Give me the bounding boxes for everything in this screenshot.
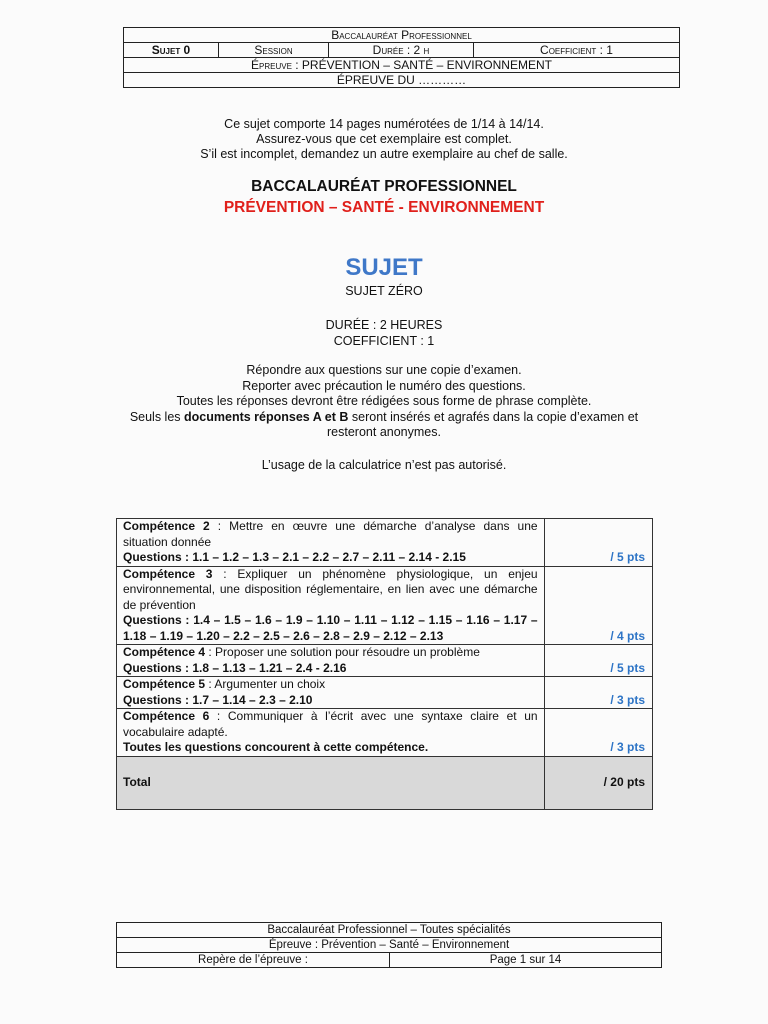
instruction-line: Répondre aux questions sur une copie d’examen. bbox=[246, 363, 522, 377]
competence-text: : Proposer une solution pour résoudre un problème bbox=[205, 645, 480, 659]
competence-points: / 3 pts bbox=[544, 709, 652, 757]
intro-line: Ce sujet comporte 14 pages numérotées de 1/14 à 14/14. bbox=[224, 117, 544, 131]
competence-row bbox=[117, 645, 653, 677]
competence-label: Compétence 2 bbox=[123, 519, 210, 533]
competence-points: / 5 pts bbox=[544, 519, 652, 567]
sujet-title: SUJET bbox=[345, 254, 423, 281]
competence-points: / 4 pts bbox=[544, 566, 652, 645]
instruction-line: resteront anonymes. bbox=[327, 425, 441, 439]
competence-text: : Argumenter un choix bbox=[205, 677, 326, 691]
intro-text bbox=[0, 117, 768, 162]
footer-line1: Baccalauréat Professionnel – Toutes spécialités bbox=[117, 923, 662, 938]
instruction-line: Reporter avec précaution le numéro des questions. bbox=[242, 378, 526, 393]
header-coefficient: Coefficient : 1 bbox=[474, 43, 680, 58]
footer-line2: Épreuve : Prévention – Santé – Environnement bbox=[117, 938, 662, 953]
main-title: BACCALAURÉAT PROFESSIONNEL bbox=[251, 178, 517, 195]
competence-questions: Toutes les questions concourent à cette compétence. bbox=[123, 740, 429, 754]
instruction-post: seront insérés et agrafés dans la copie d’examen et bbox=[348, 409, 639, 424]
header-session: Session bbox=[219, 43, 329, 58]
duree-line: DURÉE : 2 HEURES bbox=[325, 318, 443, 332]
competence-questions: Questions : 1.4 – 1.5 – 1.6 – 1.9 – 1.10 – 1.11 – 1.12 – 1.15 – 1.16 – 1.17 – 1.18 – 1.19 – 1.20 – 2.2 – 2.5 – 2.6 – 2.8 – 2.9 – 2.12 – 2.13 bbox=[123, 613, 538, 643]
header-duree: Durée : 2 h bbox=[329, 43, 474, 58]
competence-desc bbox=[117, 566, 545, 645]
competence-row bbox=[117, 677, 653, 709]
coefficient-line: COEFFICIENT : 1 bbox=[333, 334, 435, 348]
footer-table bbox=[116, 922, 662, 968]
competence-text: : Mettre en œuvre une démarche d’analyse dans une situation donnée bbox=[123, 519, 538, 549]
competence-text: : Communiquer à l’écrit avec une syntaxe claire et un vocabulaire adapté. bbox=[123, 709, 538, 739]
header-epreuve-rest: : PRÉVENTION – SANTÉ – ENVIRONNEMENT bbox=[291, 58, 552, 72]
header-epreuve-du: ÉPREUVE DU ………… bbox=[124, 73, 680, 88]
competence-points: / 3 pts bbox=[544, 677, 652, 709]
main-subtitle: PRÉVENTION – SANTÉ - ENVIRONNEMENT bbox=[223, 199, 545, 216]
competence-row bbox=[117, 709, 653, 757]
competences-table bbox=[116, 518, 653, 810]
competence-desc bbox=[117, 645, 545, 677]
footer-page: Page 1 sur 14 bbox=[390, 953, 662, 968]
intro-line: Assurez-vous que cet exemplaire est complet. bbox=[256, 132, 512, 146]
competence-points: / 5 pts bbox=[544, 645, 652, 677]
header-epreuve bbox=[124, 58, 680, 73]
instruction-line bbox=[0, 410, 768, 426]
competence-questions: Questions : 1.7 – 1.14 – 2.3 – 2.10 bbox=[123, 692, 313, 707]
instructions-block bbox=[0, 363, 768, 441]
instruction-bold: documents réponses A et B bbox=[184, 409, 349, 424]
competence-desc bbox=[117, 709, 545, 757]
total-row bbox=[117, 756, 653, 809]
calculator-notice: L’usage de la calculatrice n’est pas autorisé. bbox=[261, 458, 507, 472]
competence-text: : Expliquer un phénomène physiologique, un enjeu environnemental, une disposition réglementaire, en lien avec une démarche de prévention bbox=[123, 566, 538, 612]
competence-label: Compétence 3 bbox=[123, 566, 213, 581]
footer-repere: Repère de l’épreuve : bbox=[117, 953, 390, 968]
header-sujet: Sujet 0 bbox=[124, 43, 219, 58]
instruction-pre: Seuls les bbox=[129, 409, 185, 424]
competence-label: Compétence 6 bbox=[123, 709, 210, 723]
header-table bbox=[123, 27, 680, 88]
competence-questions: Questions : 1.1 – 1.2 – 1.3 – 2.1 – 2.2 – 2.7 – 2.11 – 2.14 - 2.15 bbox=[123, 550, 466, 564]
competence-label: Compétence 4 bbox=[123, 645, 206, 659]
sujet-subtitle: SUJET ZÉRO bbox=[345, 284, 423, 298]
duree-block bbox=[0, 317, 768, 349]
instruction-line: Toutes les réponses devront être rédigées sous forme de phrase complète. bbox=[176, 394, 592, 408]
header-title: Baccalauréat Professionnel bbox=[124, 28, 680, 43]
competence-row bbox=[117, 519, 653, 567]
intro-line: S’il est incomplet, demandez un autre exemplaire au chef de salle. bbox=[200, 147, 568, 161]
total-label: Total bbox=[117, 756, 545, 809]
competence-desc bbox=[117, 677, 545, 709]
header-epreuve-label: Épreuve bbox=[251, 58, 292, 72]
competence-desc bbox=[117, 519, 545, 567]
competence-label: Compétence 5 bbox=[123, 677, 206, 691]
competence-row bbox=[117, 566, 653, 645]
total-points: / 20 pts bbox=[544, 756, 652, 809]
competence-questions: Questions : 1.8 – 1.13 – 1.21 – 2.4 - 2.16 bbox=[123, 660, 347, 675]
